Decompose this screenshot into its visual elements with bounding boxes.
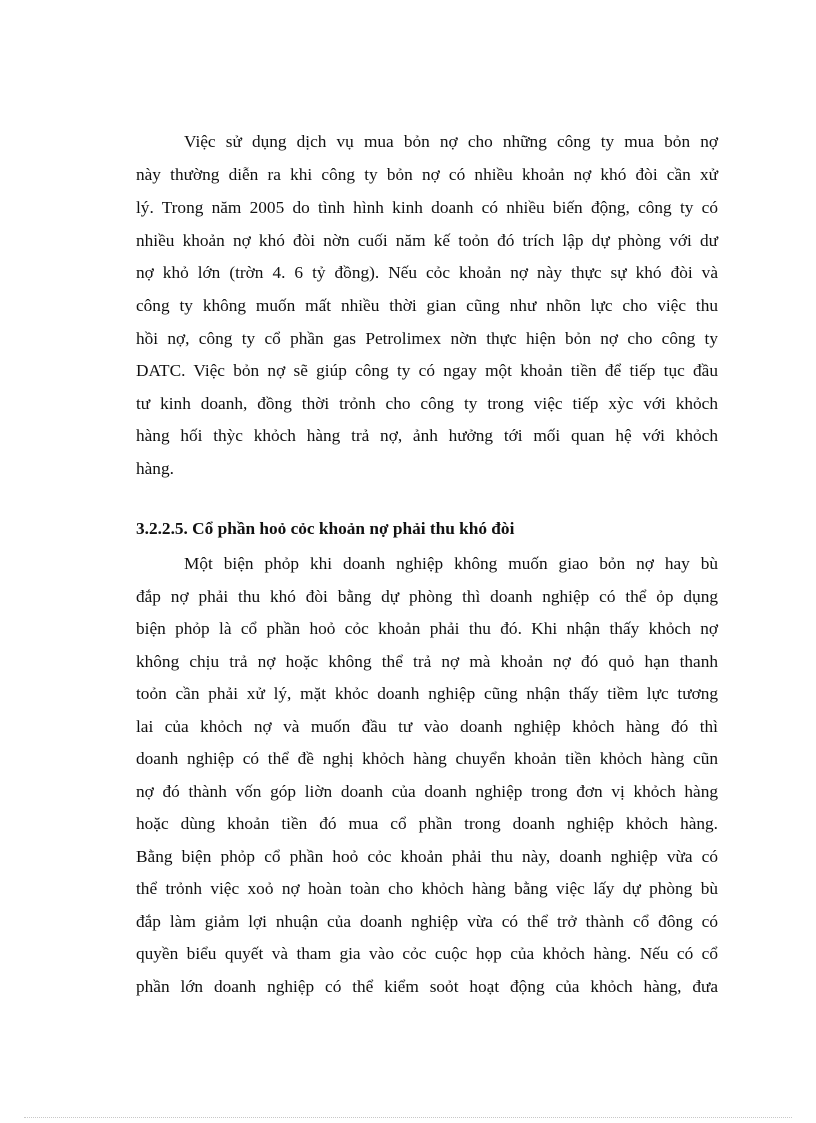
paragraph-1-line: này thường diễn ra khi công ty bỏn nợ có nhiều khoản nợ khó đòi cần xử bbox=[136, 165, 718, 184]
paragraph-2-line: hoặc dùng khoản tiền đó mua cổ phần trong doanh nghiệp khỏch hàng. bbox=[136, 814, 718, 833]
section-heading: 3.2.2.5. Cổ phần hoỏ cỏc khoản nợ phải thu khó đòi bbox=[136, 519, 515, 538]
paragraph-1-line: hàng. bbox=[136, 459, 174, 478]
paragraph-2-line: phần lớn doanh nghiệp có thể kiểm soỏt hoạt động của khỏch hàng, đưa bbox=[136, 977, 718, 996]
paragraph-2-line: toỏn cần phải xử lý, mặt khỏc doanh nghiệp cũng nhận thấy tiềm lực tương bbox=[136, 684, 718, 703]
paragraph-2-line: lai của khỏch nợ và muốn đầu tư vào doanh nghiệp khỏch hàng đó thì bbox=[136, 717, 718, 736]
paragraph-1-line: Việc sử dụng dịch vụ mua bỏn nợ cho những công ty mua bỏn nợ bbox=[184, 132, 718, 151]
paragraph-1-line: hàng hối thỳc khỏch hàng trả nợ, ảnh hưởng tới mối quan hệ với khỏch bbox=[136, 426, 718, 445]
paragraph-2-line: không chịu trả nợ hoặc không thể trả nợ mà khoản nợ đó quỏ hạn thanh bbox=[136, 652, 718, 671]
paragraph-2-line: thể trỏnh việc xoỏ nợ hoàn toàn cho khỏch hàng bằng việc lấy dự phòng bù bbox=[136, 879, 718, 898]
paragraph-1-line: công ty không muốn mất nhiều thời gian cũng như nhõn lực cho việc thu bbox=[136, 296, 718, 315]
paragraph-1-line: nợ khỏ lớn (trờn 4. 6 tỷ đồng). Nếu cỏc khoản nợ này thực sự khó đòi và bbox=[136, 263, 718, 282]
paragraph-2-line: Một biện phỏp khi doanh nghiệp không muốn giao bỏn nợ hay bù bbox=[184, 554, 718, 573]
paragraph-1-line: lý. Trong năm 2005 do tình hình kinh doanh có nhiều biến động, công ty có bbox=[136, 198, 718, 217]
paragraph-2-line: biện phỏp là cổ phần hoỏ cỏc khoản phải thu đó. Khi nhận thấy khỏch nợ bbox=[136, 619, 718, 638]
paragraph-2-line: nợ đó thành vốn góp liờn doanh của doanh nghiệp trong đơn vị khỏch hàng bbox=[136, 782, 718, 801]
paragraph-1-line: hồi nợ, công ty cổ phần gas Petrolimex nờn thực hiện bỏn nợ cho công ty bbox=[136, 329, 718, 348]
paragraph-1-line: tư kinh doanh, đồng thời trỏnh cho công ty trong việc tiếp xỳc với khỏch bbox=[136, 394, 718, 413]
paragraph-1-line: DATC. Việc bỏn nợ sẽ giúp công ty có ngay một khoản tiền để tiếp tục đầu bbox=[136, 361, 718, 380]
paragraph-2-line: đắp nợ phải thu khó đòi bằng dự phòng thì doanh nghiệp có thể ỏp dụng bbox=[136, 587, 718, 606]
paragraph-2-line: đắp làm giảm lợi nhuận của doanh nghiệp vừa có thể trở thành cổ đông có bbox=[136, 912, 718, 931]
paragraph-2-line: quyền biểu quyết và tham gia vào cỏc cuộc họp của khỏch hàng. Nếu có cổ bbox=[136, 944, 718, 963]
paragraph-2-line: doanh nghiệp có thể đề nghị khỏch hàng chuyển khoản tiền khỏch hàng cũn bbox=[136, 749, 718, 768]
paragraph-1-line: nhiều khoản nợ khó đòi nờn cuối năm kế toỏn đó trích lập dự phòng với dư bbox=[136, 231, 718, 250]
page-bottom-divider bbox=[24, 1117, 792, 1118]
paragraph-2-line: Bằng biện phỏp cổ phần hoỏ cỏc khoản phải thu này, doanh nghiệp vừa có bbox=[136, 847, 718, 866]
